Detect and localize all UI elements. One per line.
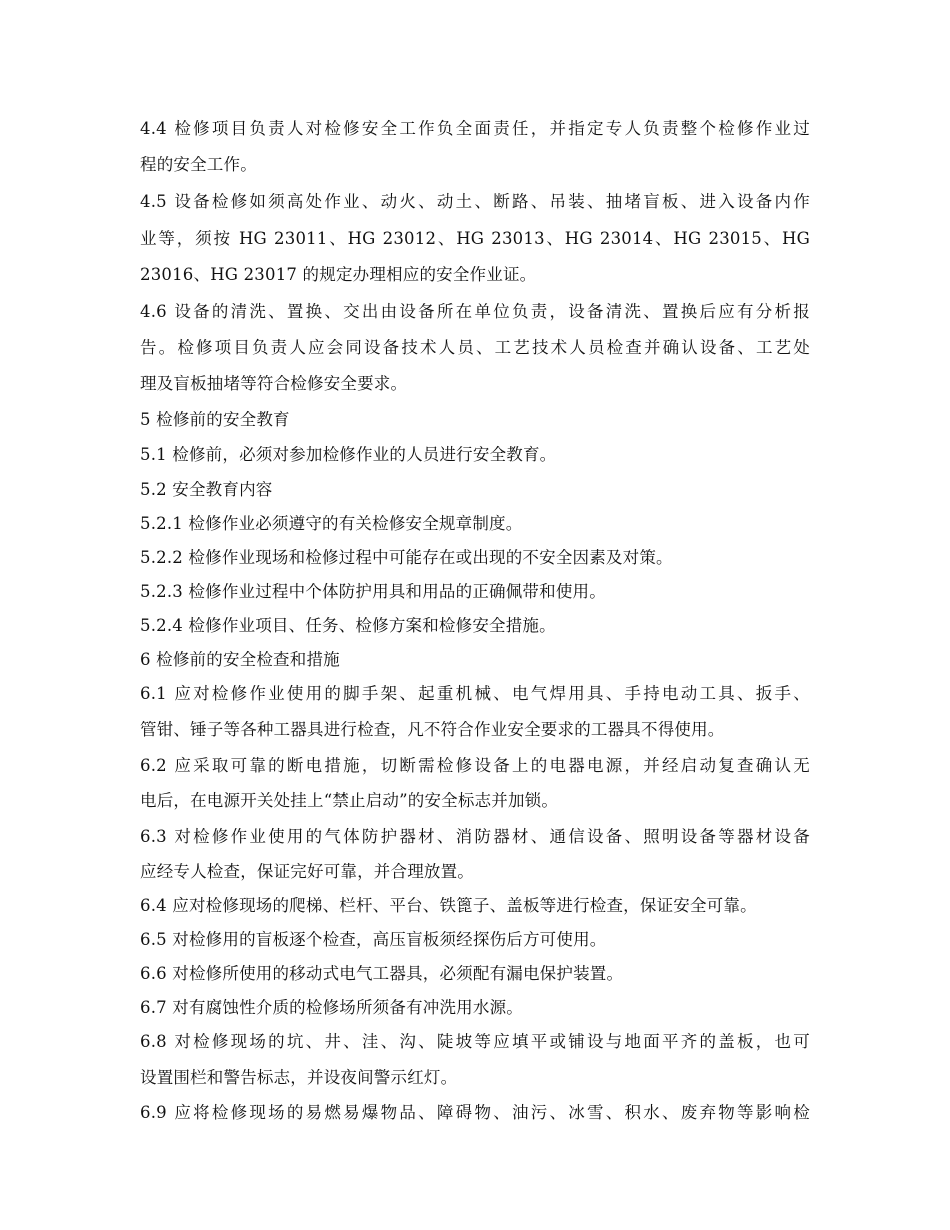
text-line: 5.2 安全教育内容 — [140, 480, 273, 499]
text-line: 6.3 对检修作业使用的气体防护器材、消防器材、通信设备、照明设备等器材设备 — [140, 827, 810, 846]
text-line: 6.8 对检修现场的坑、井、洼、沟、陡坡等应填平或铺设与地面平齐的盖板，也可 — [140, 1032, 810, 1051]
text-line: 电后，在电源开关处挂上“禁止启动”的安全标志并加锁。 — [140, 791, 559, 810]
text-line: 5.2.4 检修作业项目、任务、检修方案和检修安全措施。 — [140, 616, 556, 635]
section-heading: 6 检修前的安全检查和措施 — [140, 650, 340, 669]
text-line: 管钳、锤子等各种工器具进行检查，凡不符合作业安全要求的工器具不得使用。 — [140, 720, 725, 739]
text-line: 应经专人检查，保证完好可靠，并合理放置。 — [140, 862, 474, 881]
text-line: 6.9 应将检修现场的易燃易爆物品、障碍物、油污、冰雪、积水、废弃物等影响检 — [140, 1103, 810, 1122]
text-line: 6.6 对检修所使用的移动式电气工器具，必须配有漏电保护装置。 — [140, 964, 624, 983]
text-line: 业等，须按 HG 23011、HG 23012、HG 23013、HG 23014、HG 23015、HG — [140, 229, 810, 248]
text-line: 6.5 对检修用的盲板逐个检查，高压盲板须经探伤后方可使用。 — [140, 930, 607, 949]
text-line: 告。检修项目负责人应会同设备技术人员、工艺技术人员检查并确认设备、工艺处 — [140, 338, 810, 357]
text-line: 4.4 检修项目负责人对检修安全工作负全面责任，并指定专人负责整个检修作业过 — [140, 119, 810, 138]
text-line: 6.4 应对检修现场的爬梯、栏杆、平台、铁篦子、盖板等进行检查，保证安全可靠。 — [140, 896, 757, 915]
text-line: 4.6 设备的清洗、置换、交出由设备所在单位负责，设备清洗、置换后应有分析报 — [140, 302, 810, 321]
text-line: 理及盲板抽堵等符合检修安全要求。 — [140, 374, 408, 393]
text-line: 6.1 应对检修作业使用的脚手架、起重机械、电气焊用具、手持电动工具、扳手、 — [140, 684, 810, 703]
text-line: 程的安全工作。 — [140, 155, 257, 174]
text-line: 4.5 设备检修如须高处作业、动火、动土、断路、吊装、抽堵盲板、进入设备内作 — [140, 192, 810, 211]
text-line: 设置围栏和警告标志，并设夜间警示红灯。 — [140, 1068, 458, 1087]
text-line: 5.2.3 检修作业过程中个体防护用具和用品的正确佩带和使用。 — [140, 582, 606, 601]
text-line: 5.2.2 检修作业现场和检修过程中可能存在或出现的不安全因素及对策。 — [140, 548, 673, 567]
text-line: 23016、HG 23017 的规定办理相应的安全作业证。 — [140, 265, 537, 284]
text-line: 6.7 对有腐蚀性介质的检修场所须备有冲洗用水源。 — [140, 998, 523, 1017]
section-heading: 5 检修前的安全教育 — [140, 410, 290, 429]
text-line: 6.2 应采取可靠的断电措施，切断需检修设备上的电器电源，并经启动复查确认无 — [140, 756, 810, 775]
text-line: 5.1 检修前，必须对参加检修作业的人员进行安全教育。 — [140, 445, 557, 464]
text-line: 5.2.1 检修作业必须遵守的有关检修安全规章制度。 — [140, 514, 523, 533]
